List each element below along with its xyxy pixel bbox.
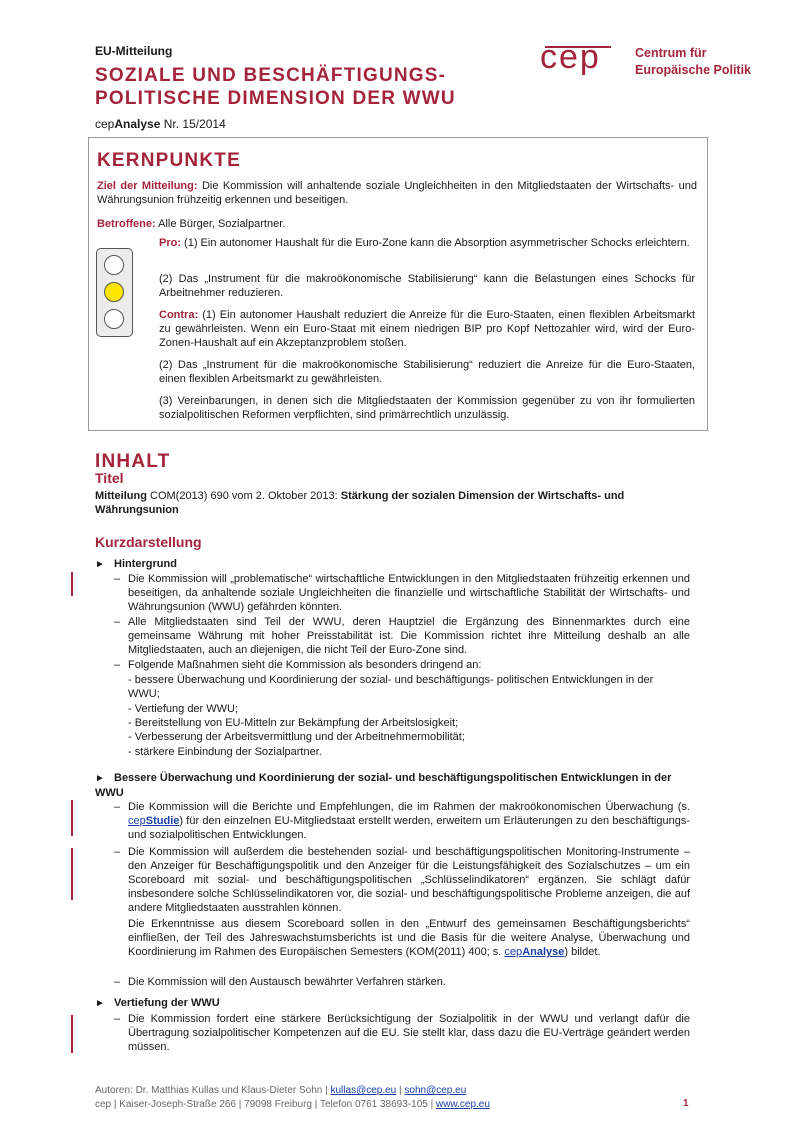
- logo-line-2: Europäische Politik: [635, 63, 752, 77]
- dash-bullet: –: [114, 659, 121, 671]
- traffic-light-bottom: [104, 309, 124, 329]
- section-heading-text: Bessere Überwachung und Koordinierung der sozial- und beschäftigungspolitischen Entwicklungen in der WWU: [95, 772, 672, 799]
- contra-label: Contra:: [159, 309, 199, 321]
- footer-authors: [95, 1085, 466, 1096]
- series-bold: Analyse: [114, 117, 161, 131]
- arrow-icon: ►: [95, 559, 105, 570]
- paragraph: [114, 975, 690, 989]
- dash-bullet: –: [114, 1013, 121, 1025]
- section-heading-text: Vertiefung der WWU: [114, 997, 220, 1009]
- document-title: [95, 64, 456, 110]
- link-part: cep: [504, 946, 523, 958]
- traffic-light-icon: [96, 248, 133, 337]
- section-heading-monitoring: [95, 771, 695, 800]
- goal-label: Ziel der Mitteilung:: [97, 180, 198, 192]
- dash-bullet: –: [114, 846, 121, 858]
- dash-bullet: –: [114, 976, 121, 988]
- list-item: - bessere Überwachung und Koordinierung der sozial- und beschäftigungs- politischen Entwicklungen in der WWU;: [128, 674, 654, 700]
- arrow-icon: ►: [95, 998, 105, 1009]
- paragraph: [114, 845, 690, 915]
- logo-line-1: Centrum für: [635, 46, 707, 60]
- affected-label: Betroffene:: [97, 218, 156, 230]
- text-part: ) bildet.: [564, 946, 601, 958]
- section-heading-deepening: [95, 996, 695, 1011]
- link-part: cep: [128, 815, 146, 827]
- list-item: - stärkere Einbindung der Sozialpartner.: [128, 746, 322, 758]
- paragraph-text: Die Kommission will „problematische“ wirtschaftliche Entwicklungen in den Mitgliedstaaten frühzeitig erkennen und beseitigen, da anhaltende soziale Ungleichheiten die finanzielle und wirtschaftliche Stabilität der Wirtschafts- und Währungsunion (WWU) gefährden könnten.: [128, 573, 690, 613]
- text-part: ) für den einzelnen EU-Mitgliedstaat erstellt werden, erweitern um Erläuterungen zu den beschäftigungs- und sozialpolitischen Entwicklungen.: [128, 815, 690, 841]
- separator: |: [396, 1085, 405, 1096]
- dash-bullet: –: [114, 801, 121, 813]
- pro-1-text: (1) Ein autonomer Haushalt für die Euro-Zone kann die Absorption asymmetrischer Schocks erleichtern.: [181, 237, 690, 249]
- contra-point-1: [159, 308, 695, 350]
- contra-point-3: (3) Vereinbarungen, in denen sich die Mitgliedstaaten der Kommission gegenüber zu von ihr formulierten sozialpolitischen Reformen verpflichten, sind primärrechtlich unzulässig.: [159, 395, 695, 421]
- arrow-icon: ►: [95, 773, 105, 784]
- content-title: INHALT: [95, 451, 171, 472]
- key-points-box: [88, 137, 708, 431]
- dash-bullet: –: [114, 573, 121, 585]
- authors-text: Autoren: Dr. Matthias Kullas und Klaus-Dieter Sohn |: [95, 1085, 331, 1096]
- link-part-bold: Analyse: [522, 946, 565, 958]
- paragraph-text: Die Kommission will den Austausch bewährter Verfahren stärken.: [128, 976, 446, 988]
- footer-contact: [95, 1099, 490, 1110]
- change-margin-bar: [71, 800, 73, 836]
- email-kullas-link[interactable]: kullas@cep.eu: [330, 1085, 397, 1096]
- paragraph: [114, 917, 690, 959]
- key-point-goal: [97, 179, 697, 207]
- title-bold-2: Stärkung der sozialen Dimension der Wirtschafts- und Währungsunion: [95, 490, 625, 516]
- key-point-affected: [97, 217, 697, 231]
- title-line-1: SOZIALE UND BESCHÄFTIGUNGS-: [95, 65, 447, 86]
- pro-label: Pro:: [159, 237, 181, 249]
- section-heading-background: [95, 557, 695, 572]
- link-part-bold: Studie: [145, 815, 180, 827]
- paragraph-text: Die Kommission fordert eine stärkere Berücksichtigung der Sozialpolitik in der WWU und verlangt dafür die Übertragung sozialpolitischer Kompetenzen auf die EU. Sie stellt klar, dass dazu die EU-Verträge geändert werden müssen.: [128, 1013, 690, 1053]
- change-margin-bar: [71, 1015, 73, 1053]
- paragraph-text: [114, 800, 690, 842]
- email-sohn-link[interactable]: sohn@cep.eu: [404, 1085, 467, 1096]
- cep-analyse-link[interactable]: [504, 946, 564, 958]
- title-text: [95, 489, 690, 517]
- paragraph: [114, 658, 690, 672]
- traffic-light-top: [104, 255, 124, 275]
- traffic-light-middle-yellow: [104, 282, 124, 302]
- cep-studie-link[interactable]: [128, 815, 179, 827]
- title-line-2: POLITISCHE DIMENSION DER WWU: [95, 88, 456, 109]
- logo-mark: cep: [540, 38, 601, 76]
- paragraph: [114, 615, 690, 657]
- logo-text: [635, 45, 751, 79]
- summary-heading: Kurzdarstellung: [95, 534, 202, 550]
- title-plain: COM(2013) 690 vom 2. Oktober 2013:: [146, 490, 341, 502]
- paragraph: [114, 1012, 690, 1054]
- series-prefix: cep: [95, 117, 115, 131]
- title-bold-1: Mitteilung: [95, 490, 147, 502]
- change-margin-bar: [71, 572, 73, 596]
- cep-logo: [540, 38, 760, 88]
- list-item: - Verbesserung der Arbeitsvermittlung und der Arbeitnehmermobilität;: [128, 731, 465, 743]
- list-item: - Vertiefung der WWU;: [128, 703, 239, 715]
- dash-bullet: –: [114, 616, 121, 628]
- paragraph-text: Die Kommission will außerdem die bestehenden sozial- und beschäftigungspolitischen Monitoring-Instrumente – den Anzeiger für Beschäftigungspolitik und den Anzeiger für die Leistungsfähigkeit des Sozialschutzes – um ein Scoreboard mit sozial- und beschäftigungspolitischen „Schlüsselindikatoren“ ergänzen. Sie schlägt dafür insbesondere solche Schlüsselindikatoren vor, die sozial- und beschäftigungspolitische Probleme anzeigen, die auf andere Mitgliedstaaten ausstrahlen können.: [128, 846, 690, 914]
- contact-text: cep | Kaiser-Joseph-Straße 266 | 79098 Freiburg | Telefon 0761 38693-105 |: [95, 1099, 436, 1110]
- website-link[interactable]: www.cep.eu: [435, 1099, 490, 1110]
- text-part: Die Kommission will die Berichte und Empfehlungen, die im Rahmen der makroökonomischen Überwachung (s.: [128, 801, 690, 813]
- pro-point-1: [159, 236, 695, 250]
- key-points-title: KERNPUNKTE: [97, 150, 241, 171]
- paragraph-text: Alle Mitgliedstaaten sind Teil der WWU, deren Hauptziel die Ergänzung des Binnenmarktes durch eine gemeinsame Währung mit hoher Preisstabilität ist. Die Kommission richtet ihre Mitteilung deshalb an alle Mitgliedstaaten, auch an diejenigen, die nicht Teil der Euro-Zone sind.: [128, 616, 690, 656]
- series-rest: Nr. 15/2014: [160, 117, 226, 131]
- pro-point-2: (2) Das „Instrument für die makroökonomische Stabilisierung“ kann die Belastungen eines Schocks für Arbeitnehmer reduzieren.: [159, 273, 695, 299]
- paragraph: [114, 800, 690, 842]
- page-number: 1: [683, 1098, 689, 1109]
- paragraph-text: Folgende Maßnahmen sieht die Kommission als besonders dringend an:: [128, 659, 482, 671]
- paragraph: [114, 572, 690, 614]
- contra-point-2: (2) Das „Instrument für die makroökonomische Stabilisierung“ reduziert die Anreize für die Euro-Staaten, einen flexiblen Arbeitsmarkt zu gewährleisten.: [159, 359, 695, 385]
- document-type-label: EU-Mitteilung: [95, 44, 173, 58]
- contra-1-text: (1) Ein autonomer Haushalt reduziert die Anreize für die Euro-Staaten, einen flexiblen Arbeitsmarkt zu gewährleisten. Wenn ein Euro-Staat mit einem niedrigen BIP pro Kopf Nettozahler wird, wird der Euro-Zonen-Haushalt auf ein Akzeptanzproblem stoßen.: [159, 309, 695, 349]
- list-item: - Bereitstellung von EU-Mitteln zur Bekämpfung der Arbeitslosigkeit;: [128, 717, 459, 729]
- series-number: [95, 117, 226, 131]
- change-margin-bar: [71, 848, 73, 900]
- section-heading-text: Hintergrund: [114, 558, 177, 570]
- goal-text: Die Kommission will anhaltende soziale Ungleichheiten in den Mitgliedstaaten der Wirtschafts- und Währungsunion frühzeitig erkennen und beseitigen.: [97, 180, 698, 206]
- title-heading: Titel: [95, 470, 124, 486]
- text-part: Die Erkenntnisse aus diesem Scoreboard sollen in den „Entwurf des gemeinsamen Beschäftigungsberichts“ einfließen, der Teil des Jahreswachstumsberichts ist und die Basis für die weitere Analyse, Überwachung und Koordinierung im Rahmen des Europäischen Semesters (KOM(2011) 400; s.: [128, 918, 690, 958]
- affected-text: Alle Bürger, Sozialpartner.: [155, 218, 286, 230]
